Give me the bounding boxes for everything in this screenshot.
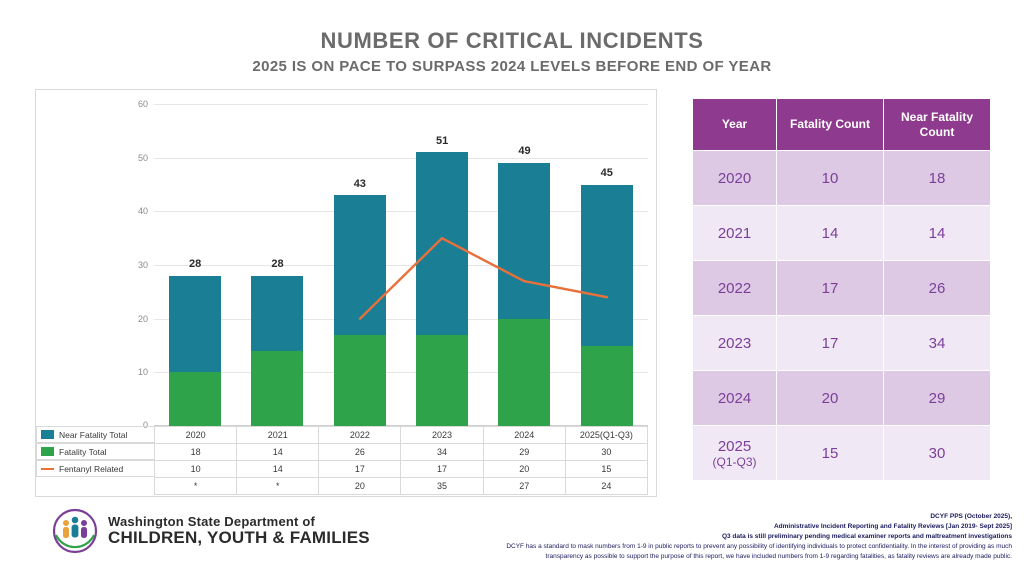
category-label: 2020: [155, 427, 237, 444]
cell-value: *: [155, 478, 237, 495]
bar-total-label: 49: [518, 145, 531, 158]
category-label: 2024: [483, 427, 565, 444]
cell-near-fatality-count: 18: [884, 151, 991, 206]
bar-total-label: 51: [436, 134, 449, 147]
cell-year: 2020: [693, 151, 777, 206]
bar-total-label: 28: [189, 258, 202, 271]
table-row-fatality: [155, 461, 648, 478]
cell-near-fatality-count: 29: [884, 371, 991, 426]
cell-fatality-count: 17: [777, 261, 884, 316]
bar-group-2025[interactable]: [581, 104, 633, 426]
cell-near-fatality-count: 14: [884, 206, 991, 261]
cell-year: 2024: [693, 371, 777, 426]
bar-group-2023[interactable]: [416, 104, 468, 426]
cell-value: 35: [401, 478, 483, 495]
agency-name-line2: CHILDREN, YOUTH & FAMILIES: [108, 527, 370, 547]
column-header-near-fatality-count: Near Fatality Count: [884, 99, 991, 151]
cell-year-value: 2025: [717, 437, 752, 455]
y-tick-label: 60: [137, 99, 148, 109]
category-label: 2022: [319, 427, 401, 444]
cell-value: 24: [565, 478, 647, 495]
cell-year: 2021: [693, 206, 777, 261]
table-row-categories: [155, 427, 648, 444]
legend-item-fatality: [36, 443, 154, 460]
bar-total-label: 28: [271, 258, 284, 271]
footnote-line: Administrative Incident Reporting and Fatality Reviews [Jan 2019- Sept 2025]: [773, 523, 1012, 531]
legend-swatch-fatality-icon: [41, 447, 54, 456]
chart-panel: [35, 89, 657, 497]
bar-segment-near-fatality[interactable]: [581, 185, 633, 346]
bar-total-label: 45: [600, 166, 613, 179]
cell-year-sublabel: (Q1-Q3): [712, 454, 757, 469]
y-tick-label: 30: [137, 260, 148, 270]
dcyf-logo-icon: [52, 508, 98, 554]
category-label: 2021: [237, 427, 319, 444]
bar-segment-near-fatality[interactable]: [334, 195, 386, 335]
table-row: [693, 316, 991, 371]
table-row: [693, 426, 991, 481]
bar-total-label: 43: [353, 177, 366, 190]
footnotes: [372, 512, 1012, 562]
cell-value: 20: [483, 461, 565, 478]
page-title: NUMBER OF CRITICAL INCIDENTS: [320, 28, 704, 53]
cell-near-fatality-count: 30: [884, 426, 991, 481]
cell-value: 10: [155, 461, 237, 478]
agency-logo: [52, 508, 370, 554]
cell-year: 2022: [693, 261, 777, 316]
legend-label: Near Fatality Total: [59, 429, 128, 440]
cell-value: 14: [237, 444, 319, 461]
summary-table: [692, 98, 991, 481]
table-header-row: [693, 99, 991, 151]
table-row: [693, 151, 991, 206]
y-tick-label: 10: [137, 367, 148, 378]
legend-label: Fentanyl Related: [59, 463, 124, 474]
bar-group-2021[interactable]: [251, 104, 303, 426]
bar-segment-near-fatality[interactable]: [498, 163, 550, 319]
bar-segment-near-fatality[interactable]: [251, 276, 303, 351]
bar-segment-fatality[interactable]: [251, 351, 303, 426]
legend-swatch-near-fatality-icon: [41, 430, 54, 439]
cell-value: 30: [565, 444, 647, 461]
y-tick-label: 0: [142, 420, 148, 430]
page-subtitle: 2025 IS ON PACE TO SURPASS 2024 LEVELS BEFORE END OF YEAR: [252, 58, 772, 75]
table-row: [693, 261, 991, 316]
table-row: [693, 371, 991, 426]
bar-segment-near-fatality[interactable]: [169, 276, 221, 373]
category-label: 2023: [401, 427, 483, 444]
category-label: 2025(Q1-Q3): [565, 427, 647, 444]
legend-item-fentanyl: [36, 460, 154, 477]
cell-value: 26: [319, 444, 401, 461]
table-row-near-fatality: [155, 444, 648, 461]
bar-segment-fatality[interactable]: [581, 346, 633, 427]
table-row-fentanyl: [155, 478, 648, 495]
cell-value: 27: [483, 478, 565, 495]
cell-year: 2023: [693, 316, 777, 371]
plot-area: [59, 99, 648, 494]
cell-value: 14: [237, 461, 319, 478]
bar-group-2024[interactable]: [498, 104, 550, 426]
bar-group-2022[interactable]: [334, 104, 386, 426]
footnote-line: Q3 data is still preliminary pending medical examiner reports and maltreatment investigations: [721, 533, 1012, 541]
cell-near-fatality-count: 34: [884, 316, 991, 371]
bar-segment-fatality[interactable]: [498, 319, 550, 426]
bar-segment-fatality[interactable]: [334, 335, 386, 426]
y-tick-label: 20: [137, 313, 148, 324]
cell-value: *: [237, 478, 319, 495]
cell-value: 18: [155, 444, 237, 461]
column-header-year: Year: [693, 99, 777, 151]
cell-fatality-count: 10: [777, 151, 884, 206]
chart-data-table: [154, 426, 648, 495]
legend-swatch-fentanyl-icon: [41, 468, 54, 470]
cell-fatality-count: 15: [777, 426, 884, 481]
cell-fatality-count: 20: [777, 371, 884, 426]
footnote-line: transparency as possible to support the purpose of this report, we have included numbers from 1-9 regarding fatalities, as fatality reviews are already made public.: [545, 553, 1012, 561]
agency-name-line1: Washington State Department of: [108, 514, 316, 530]
cell-value: 20: [319, 478, 401, 495]
cell-year: [693, 426, 777, 481]
bar-segment-fatality[interactable]: [169, 372, 221, 426]
footnote-line: DCYF PPS (October 2025),: [930, 513, 1012, 520]
y-tick-label: 50: [137, 152, 148, 163]
bar-group-2020[interactable]: [169, 104, 221, 426]
bar-series-group: [154, 104, 648, 426]
cell-value: 29: [483, 444, 565, 461]
y-tick-label: 40: [137, 206, 148, 217]
cell-value: 15: [565, 461, 647, 478]
legend-item-near-fatality: [36, 426, 154, 443]
agency-logo-text: [108, 515, 370, 546]
table-row: [693, 206, 991, 261]
cell-value: 34: [401, 444, 483, 461]
bar-segment-fatality[interactable]: [416, 335, 468, 426]
cell-fatality-count: 14: [777, 206, 884, 261]
cell-value: 17: [319, 461, 401, 478]
footnote-line: DCYF has a standard to mask numbers from 1-9 in public reports to prevent any possibility of identifying individuals to protect confidentiality. In the interest of providing as much: [506, 543, 1012, 551]
cell-value: 17: [401, 461, 483, 478]
column-header-fatality-count: Fatality Count: [777, 99, 884, 151]
cell-fatality-count: 17: [777, 316, 884, 371]
chart-legend: [36, 426, 154, 477]
cell-near-fatality-count: 26: [884, 261, 991, 316]
bar-segment-near-fatality[interactable]: [416, 152, 468, 334]
legend-label: Fatality Total: [59, 446, 107, 457]
